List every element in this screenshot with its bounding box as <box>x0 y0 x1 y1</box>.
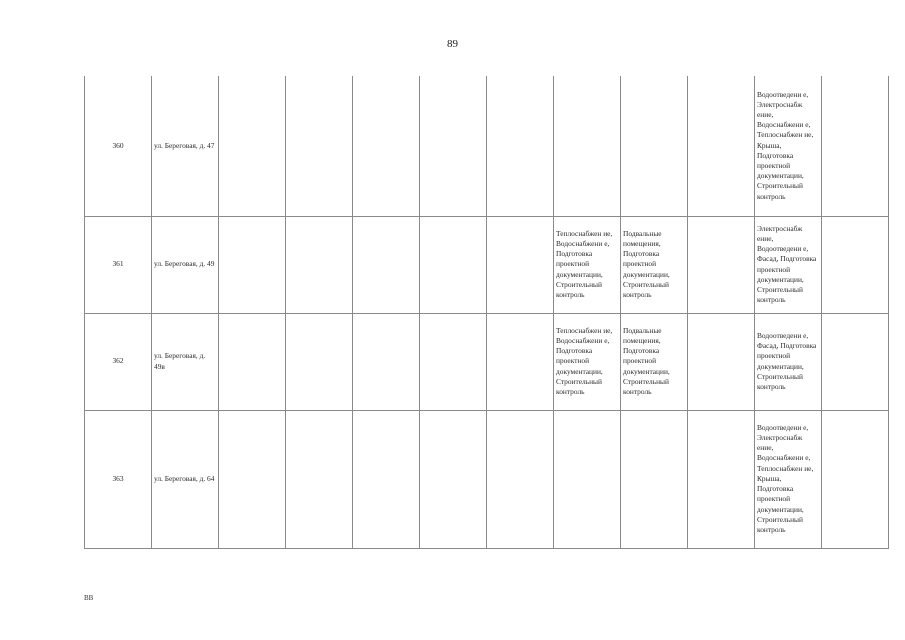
empty-cell <box>286 410 353 548</box>
address-cell: ул. Береговая, д. 64 <box>152 410 219 548</box>
empty-cell <box>688 410 755 548</box>
works-cell: Теплоснабжен ие, Водоснабжени е, Подготовка проектной документации, Строительный контроль <box>554 313 621 410</box>
empty-cell <box>420 410 487 548</box>
footer-mark: ВВ <box>84 594 94 602</box>
empty-cell <box>219 313 286 410</box>
works-cell: Электроснабж ение, Водоотведени е, Фасад, Подготовка проектной документации, Строительный контроль <box>755 216 822 313</box>
address-cell: ул. Береговая, д. 47 <box>152 76 219 216</box>
empty-cell <box>822 410 889 548</box>
works-cell <box>554 76 621 216</box>
address-cell: ул. Береговая, д. 49в <box>152 313 219 410</box>
empty-cell <box>286 313 353 410</box>
empty-cell <box>822 76 889 216</box>
row-number: 362 <box>85 313 152 410</box>
works-cell <box>621 76 688 216</box>
empty-cell <box>688 313 755 410</box>
empty-cell <box>219 76 286 216</box>
empty-cell <box>487 76 554 216</box>
table-row <box>85 313 889 410</box>
works-cell: Водоотведени е, Фасад, Подготовка проектной документации, Строительный контроль <box>755 313 822 410</box>
empty-cell <box>688 216 755 313</box>
empty-cell <box>688 76 755 216</box>
empty-cell <box>822 216 889 313</box>
empty-cell <box>487 216 554 313</box>
table-row <box>85 76 889 216</box>
empty-cell <box>353 76 420 216</box>
empty-cell <box>219 410 286 548</box>
empty-cell <box>353 216 420 313</box>
empty-cell <box>420 76 487 216</box>
empty-cell <box>822 313 889 410</box>
address-cell: ул. Береговая, д. 49 <box>152 216 219 313</box>
empty-cell <box>353 410 420 548</box>
works-cell <box>621 410 688 548</box>
empty-cell <box>219 216 286 313</box>
table-row <box>85 216 889 313</box>
empty-cell <box>487 313 554 410</box>
works-cell: Подвальные помещения, Подготовка проектной документации, Строительный контроль <box>621 216 688 313</box>
empty-cell <box>286 76 353 216</box>
empty-cell <box>420 313 487 410</box>
works-cell: Водоотведени е, Электроснабж ение, Водоснабжени е, Теплоснабжен ие, Крыша, Подготовка проектной документации, Строительный контроль <box>755 76 822 216</box>
row-number: 361 <box>85 216 152 313</box>
row-number: 363 <box>85 410 152 548</box>
works-cell: Теплоснабжен ие, Водоснабжени е, Подготовка проектной документации, Строительный контроль <box>554 216 621 313</box>
works-cell <box>554 410 621 548</box>
table-row <box>85 410 889 548</box>
works-cell: Подвальные помещения, Подготовка проектной документации, Строительный контроль <box>621 313 688 410</box>
row-number: 360 <box>85 76 152 216</box>
repair-registry-table <box>84 76 889 549</box>
page-number: 89 <box>447 38 458 50</box>
works-cell: Водоотведени е, Электроснабж ение, Водоснабжени е, Теплоснабжен ие, Крыша, Подготовка проектной документации, Строительный контроль <box>755 410 822 548</box>
empty-cell <box>420 216 487 313</box>
empty-cell <box>487 410 554 548</box>
empty-cell <box>286 216 353 313</box>
empty-cell <box>353 313 420 410</box>
